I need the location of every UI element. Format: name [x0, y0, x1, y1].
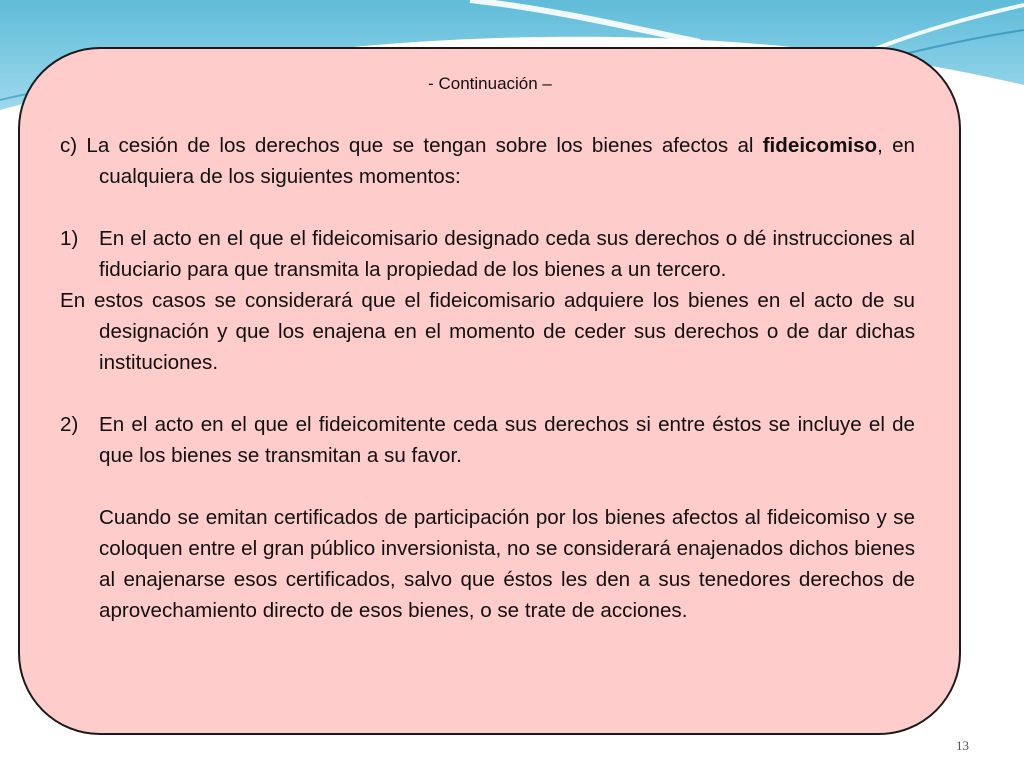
note-paragraph: En estos casos se considerará que el fideicomisario adquiere los bienes en el acto de su designación y que los enajena en el momento de ceder sus derechos o de dar dichas instituciones. [60, 289, 915, 374]
intro-bold-term: fideicomiso [762, 134, 878, 157]
intro-prefix: c) La cesión de los derechos que se tengan sobre los bienes afectos al [60, 134, 763, 157]
page-number: 13 [956, 738, 969, 753]
intro-suffix: , en cualquiera de los siguientes momentos: [99, 134, 915, 188]
intro-paragraph [60, 130, 915, 192]
list-item-text: En el acto en el que el fideicomisario designado ceda sus derechos o dé instrucciones al fiduciario para que transmita la propiedad de los bienes a un tercero. [99, 227, 915, 281]
list-item-text: En el acto en el que el fideicomitente ceda sus derechos si entre éstos se incluye el de que los bienes se transmitan a su favor. [99, 413, 915, 467]
list-item-number: 1) [60, 227, 79, 250]
list-item [60, 223, 915, 285]
note-paragraph: Cuando se emitan certificados de participación por los bienes afectos al fideicomiso y se coloquen entre el gran público inversionista, no se considerará enajenados dichos bienes al enajenarse esos certificados, salvo que éstos les den a sus tenedores derechos de aprovechamiento directo de esos bienes, o se trate de acciones. [99, 506, 915, 622]
list-item [60, 409, 915, 471]
slide-body [60, 130, 915, 626]
list-item-number: 2) [60, 413, 79, 436]
slide-heading: - Continuación – [428, 74, 552, 93]
